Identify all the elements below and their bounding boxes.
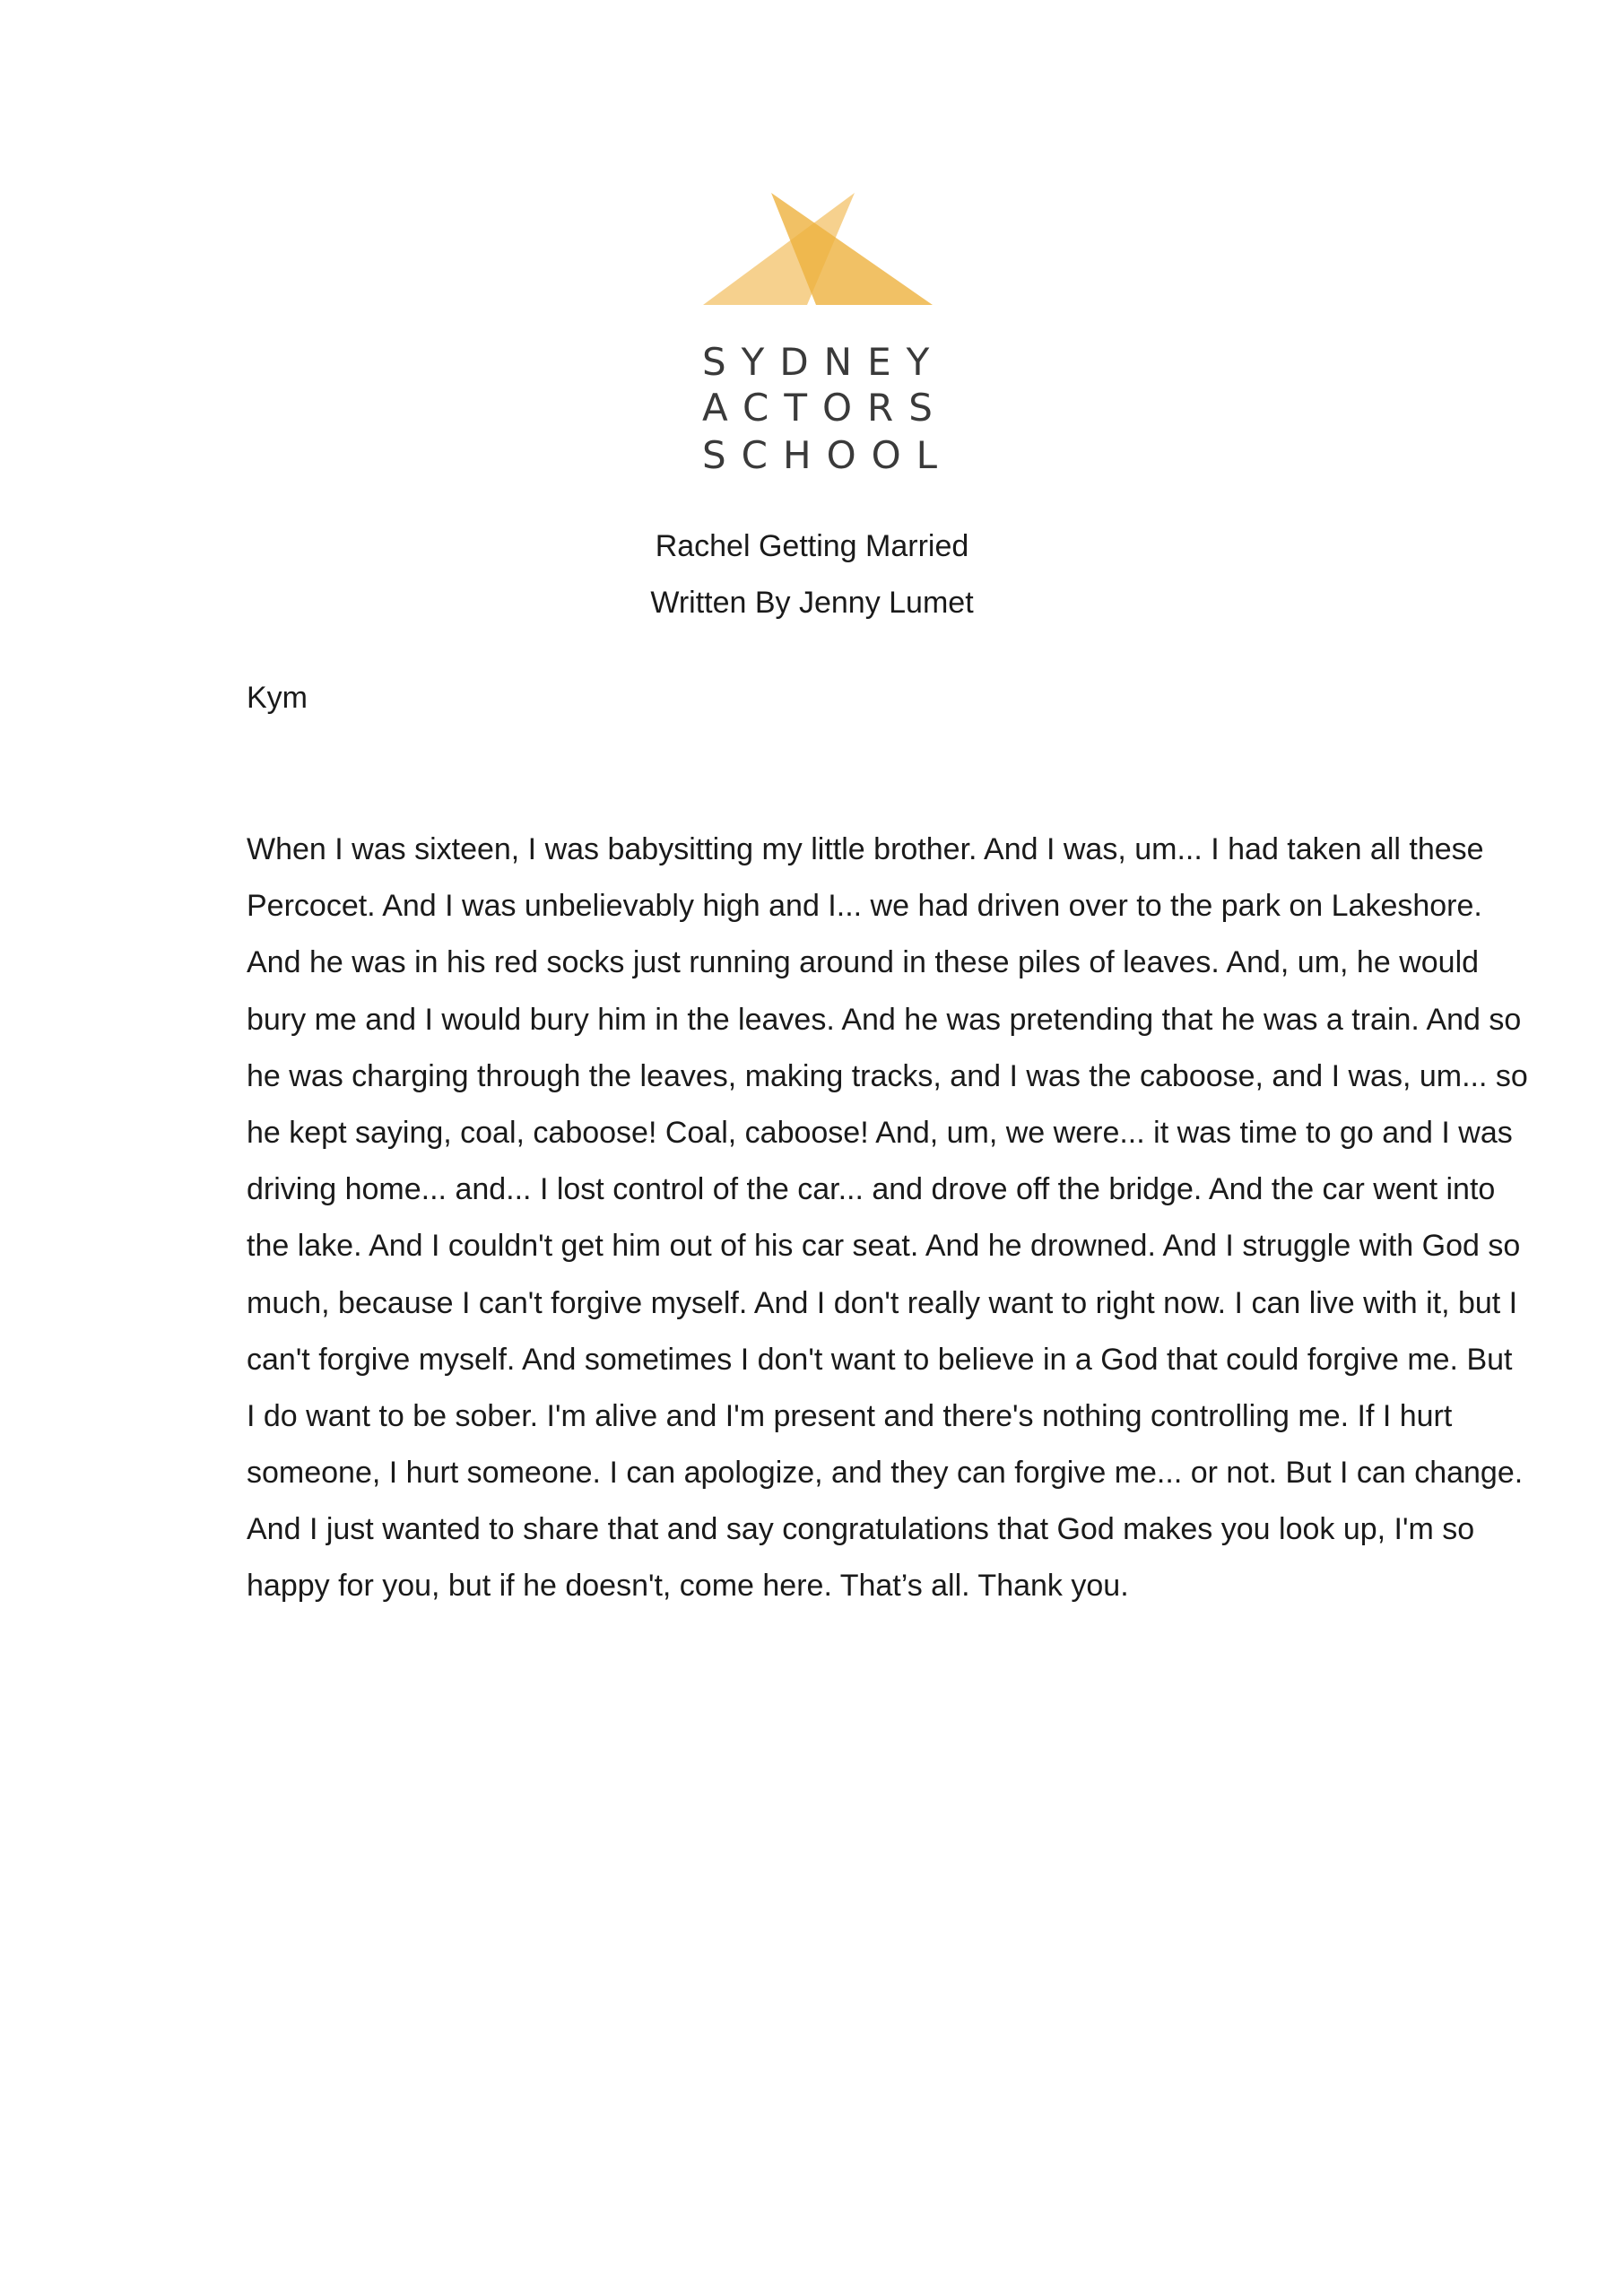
monologue-line: he kept saying, coal, caboose! Coal, caboose! And, um, we were... it was time to go and I was bbox=[247, 1115, 1513, 1150]
sydney-actors-school-logo bbox=[699, 193, 953, 480]
monologue-line: happy for you, but if he doesn't, come here. That’s all. Thank you. bbox=[247, 1569, 1129, 1604]
monologue-line: the lake. And I couldn't get him out of his car seat. And he drowned. And I struggle with God so bbox=[247, 1229, 1521, 1264]
monologue-line: Percocet. And I was unbelievably high and I... we had driven over to the park on Lakeshore. bbox=[247, 889, 1482, 924]
logo-text-line-3: SCHOOL bbox=[702, 433, 953, 477]
script-credit: Written By Jenny Lumet bbox=[650, 586, 974, 620]
monologue-line: driving home... and... I lost control of the car... and drove off the bridge. And the car went into bbox=[247, 1172, 1496, 1207]
monologue-text bbox=[247, 831, 1528, 1625]
logo-text-line-1: SYDNEY bbox=[702, 340, 945, 384]
logo-text-line-2: ACTORS bbox=[702, 386, 948, 430]
script-title: Rachel Getting Married bbox=[655, 529, 969, 563]
monologue-line: can't forgive myself. And sometimes I don't want to believe in a God that could forgive me. But bbox=[247, 1342, 1513, 1377]
monologue-line: he was charging through the leaves, making tracks, and I was the caboose, and I was, um... so bbox=[247, 1058, 1528, 1093]
monologue-line: bury me and I would bury him in the leaves. And he was pretending that he was a train. And so bbox=[247, 1002, 1522, 1037]
monologue-line: someone, I hurt someone. I can apologize, and they can forgive me... or not. But I can change. bbox=[247, 1456, 1524, 1491]
monologue-line: much, because I can't forgive myself. And I don't really want to right now. I can live with it, but I bbox=[247, 1285, 1518, 1320]
monologue-line: And I just wanted to share that and say congratulations that God makes you look up, I'm so bbox=[247, 1512, 1475, 1547]
monologue-line: And he was in his red socks just running around in these piles of leaves. And, um, he would bbox=[247, 945, 1480, 980]
logo-triangles-icon bbox=[699, 193, 933, 314]
character-name: Kym bbox=[247, 681, 308, 715]
monologue-line: I do want to be sober. I'm alive and I'm present and there's nothing controlling me. If I hurt bbox=[247, 1398, 1453, 1433]
monologue-line: When I was sixteen, I was babysitting my little brother. And I was, um... I had taken all these bbox=[247, 832, 1484, 866]
